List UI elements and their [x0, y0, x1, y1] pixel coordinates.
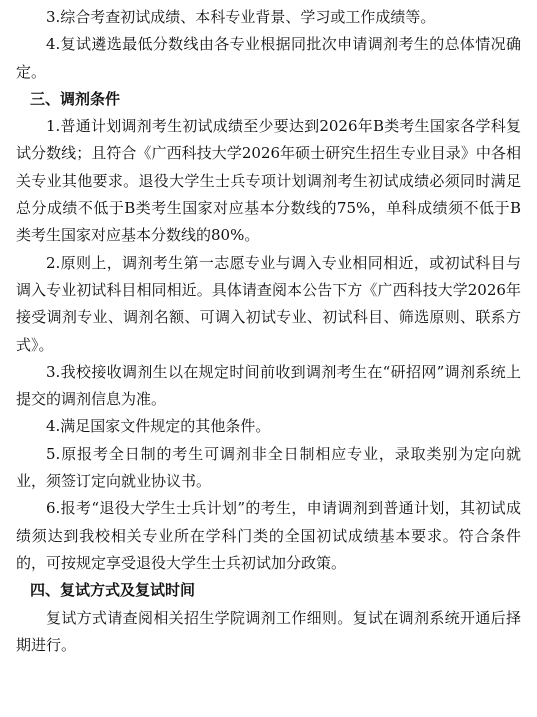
- section-heading-retest-method-time: 四、复试方式及复试时间: [30, 581, 196, 600]
- criteria-item-4: 4.复试遴选最低分数线由各专业根据同批次申请调剂考生的总体情况确定。: [16, 35, 521, 81]
- condition-item-5: 5.原报考全日制的考生可调剂非全日制相应专业，录取类别为定向就业，须签订定向就业协议书。: [16, 444, 521, 491]
- condition-item-1: 1.普通计划调剂考生初试成绩至少要达到2026年B类考生国家各学科复试分数线；且符合《广西科技大学2026年硕士研究生招生专业目录》中各相关专业其他要求。退役大学生士兵专项计划调剂考生初试成绩必须同时满足总分成绩不低于B类考生国家对应基本分数线的75%，单科成绩须不低于B类考生国家对应基本分数线的80%。: [16, 117, 521, 245]
- section-heading-adjustment-conditions: 三、调剂条件: [30, 89, 121, 108]
- criteria-item-3: 3.综合考查初试成绩、本科专业背景、学习或工作成绩等。: [46, 8, 436, 26]
- retest-method-paragraph: 复试方式请查阅相关招生学院调剂工作细则。复试在调剂系统开通后择期进行。: [16, 608, 521, 654]
- condition-item-2: 2.原则上，调剂考生第一志愿专业与调入专业相同相近，或初试科目与调入专业初试科目相同相近。具体请查阅本公告下方《广西科技大学2026年接受调剂专业、调剂名额、可调入初试专业、初试科目、筛选原则、联系方式》。: [16, 253, 521, 354]
- condition-item-3: 3.我校接收调剂生以在规定时间前收到调剂考生在“研招网”调剂系统上提交的调剂信息为准。: [16, 362, 521, 409]
- condition-item-4: 4.满足国家文件规定的其他条件。: [46, 417, 271, 436]
- condition-item-6: 6.报考“退役大学生士兵计划”的考生，申请调剂到普通计划，其初试成绩须达到我校相关专业所在学科门类的全国初试成绩基本要求。符合条件的，可按规定享受退役大学生士兵初试加分政策。: [16, 499, 521, 572]
